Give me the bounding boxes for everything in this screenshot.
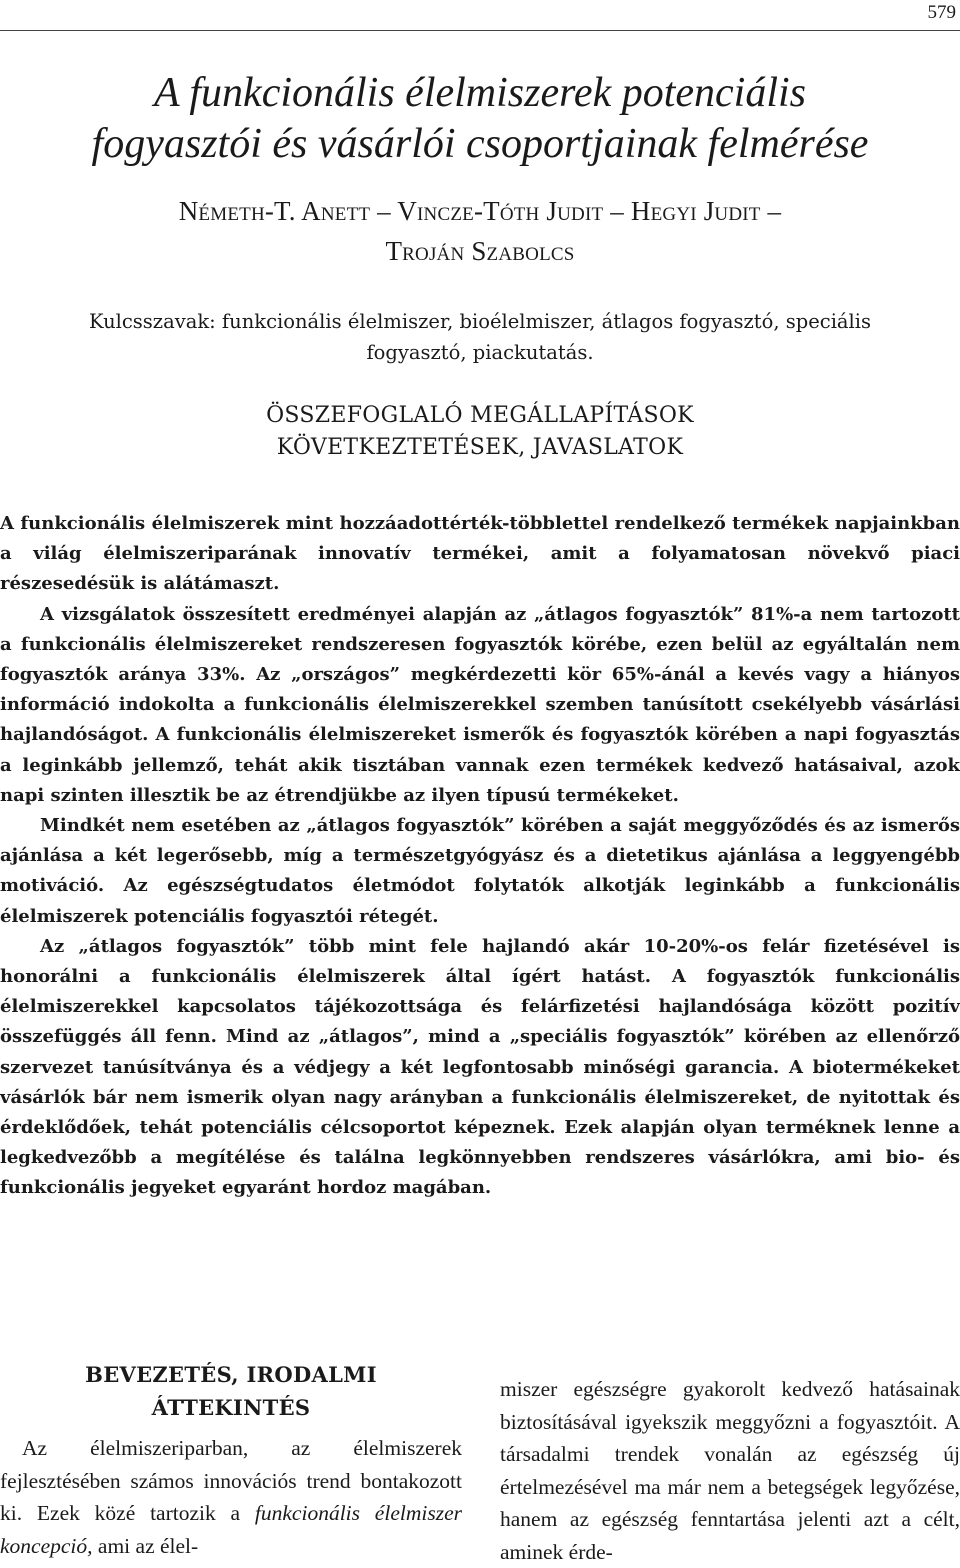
header-rule: [0, 30, 960, 31]
left-column: [0, 1358, 462, 1562]
intro-text-start: Az élelmiszeriparban, az élelmiszerek fejlesztésében számos innovációs trend bontakozott ki. Ezek közé tartozik a: [0, 1436, 462, 1525]
authors-line-2: Troján Szabolcs: [385, 236, 575, 266]
intro-heading-line-1: BEVEZETÉS, IRODALMI: [85, 1362, 377, 1387]
right-column: [500, 1373, 960, 1568]
intro-paragraph-continued: miszer egészségre gyakorolt kedvező hatásainak biztosításával igyekszik meggyőzni a fogyasztóit. A társadalmi trendek vonalán az egészség új értelmezésével ma már nem a betegségek legyőzése, hanem az egészség fenntartása jelenti azt a célt, aminek érde-: [500, 1377, 960, 1564]
title-line-1: A funkcionális élelmiszerek potenciális: [153, 70, 807, 116]
page-number: 579: [927, 2, 956, 23]
intro-text-end: ami az élel-: [92, 1533, 199, 1558]
summary-heading-line-1: ÖSSZEFOGLALÓ MEGÁLLAPÍTÁSOK: [266, 403, 694, 428]
summary-heading: [0, 400, 960, 464]
paper-title: [0, 68, 960, 170]
author-list: [0, 191, 960, 271]
keywords-line-2: fogyasztó, piackutatás.: [366, 341, 594, 364]
summary-block: [0, 509, 960, 1204]
title-line-2: fogyasztói és vásárlói csoportjainak felmérése: [91, 121, 869, 167]
summary-paragraph: A funkcionális élelmiszerek mint hozzáadottérték-többlettel rendelkező termékek napjainkban a világ élelmiszeriparának innovatív termékei, amit a folyamatosan növekvő piaci részesedésük is alátámaszt.: [0, 513, 960, 595]
summary-paragraph: Az „átlagos fogyasztók” több mint fele hajlandó akár 10-20%-os felár fizetésével is honorálni a funkcionális élelmiszerek által ígért hatást. A fogyasztók funkcionális élelmiszerekkel kapcsolatos tájékozottsága és felárfizetési hajlandósága között pozitív összefüggés áll fenn. Mind az „átlagos”, mind a „speciális fogyasztók” körében az ellenőrző szervezet tanúsítványa és a védjegy a két legfontosabb minőségi garancia. A biotermékeket vásárlók bár nem ismerik olyan nagy arányban a funkcionális élelmiszereket, de nyitottak és érdeklődőek, tehát potenciális célcsoportot képeznek. Ezek alapján olyan terméknek lenne a legkedvezőbb a megítélése és találna legkönnyebben rendszeres vásárlókra, ami bio- és funkcionális jegyeket egyaránt hordoz magában.: [0, 935, 960, 1199]
summary-paragraph: Mindkét nem esetében az „átlagos fogyasztók” körében a saját meggyőződés és az ismerős ajánlása a két legerősebb, míg a természetgyógyász és a dietetikus ajánlása a leggyengébb motiváció. Az egészségtudatos életmódot folytatók alkotják leginkább a funkcionális élelmiszerek potenciális fogyasztói rétegét.: [0, 815, 960, 927]
keywords-line-1: Kulcsszavak: funkcionális élelmiszer, bioélelmiszer, átlagos fogyasztó, speciális: [88, 310, 872, 333]
summary-paragraph: A vizsgálatok összesített eredményei alapján az „átlagos fogyasztók” 81%-a nem tartozott a funkcionális élelmiszereket rendszeresen fogyasztók körébe, ezen belül az egyáltalán nem fogyasztók aránya 33%. Az „országos” megkérdezetti kör 65%-ánál a kevés vagy a hiányos információ indokolta a funkcionális élelmiszerekkel szemben tanúsított csekélyebb vásárlási hajlandóságot. A funkcionális élelmiszereket ismerők és fogyasztók körében a napi fogyasztás a leginkább jellemző, tehát akik tisztában vannak ezen termékek kedvező hatásaival, azok napi szinten illesztik be az étrendjükbe az ilyen típusú termékeket.: [0, 603, 960, 806]
keywords: [0, 306, 960, 368]
intro-paragraph: [0, 1432, 462, 1562]
authors-line-1: Németh-T. Anett – Vincze-Tóth Judit – Hegyi Judit –: [178, 196, 782, 226]
intro-heading: [0, 1358, 462, 1424]
summary-heading-line-2: KÖVETKEZTETÉSEK, JAVASLATOK: [276, 435, 684, 460]
intro-text-italic: funkcionális élelmiszer koncepció,: [0, 1501, 462, 1558]
intro-heading-line-2: ÁTTEKINTÉS: [151, 1395, 311, 1420]
